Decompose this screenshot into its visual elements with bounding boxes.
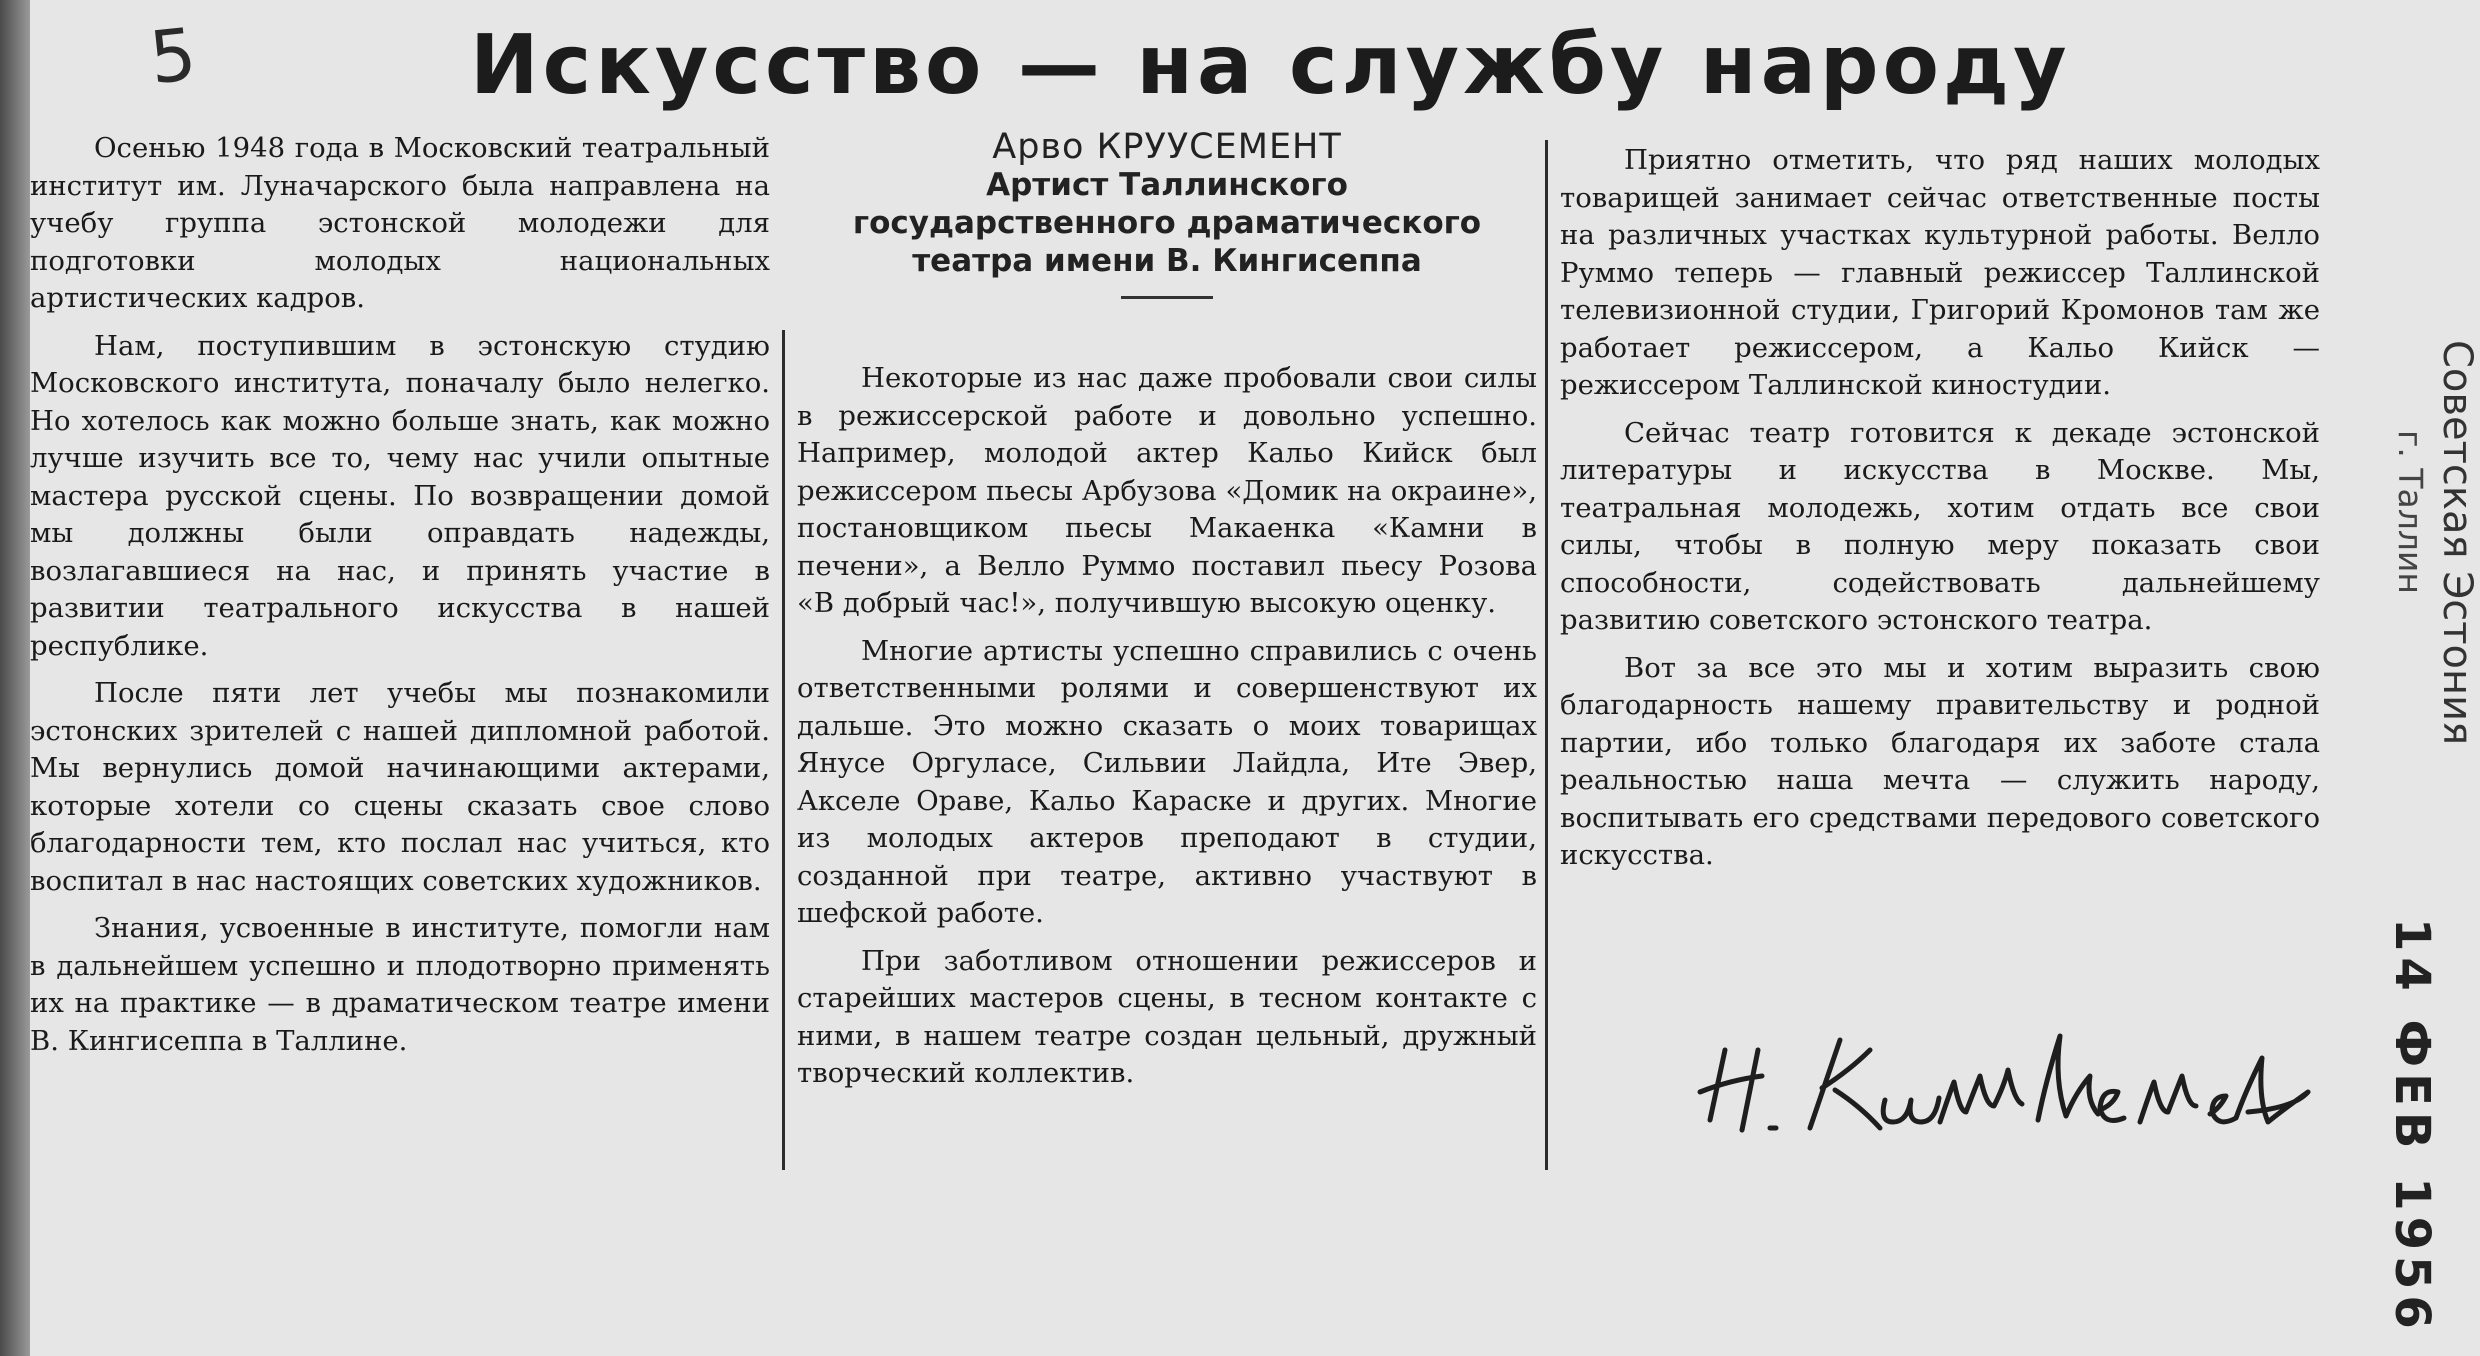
column1-paragraph: Осенью 1948 года в Московский театральный институт им. Луначарского была направлена на учебу группа эстонской молодежи для подготовки молодых национальных артистических кадров. [30, 132, 770, 314]
publication-city: г. Таллин [2391, 430, 2430, 594]
author-name: Арво КРУУСЕМЕНТ [992, 127, 1342, 167]
article-headline: Искусство — на службу народу [470, 18, 2071, 113]
author-title-line: Артист Таллинского [986, 167, 1348, 203]
byline-rule [1121, 296, 1213, 299]
column-divider [1545, 140, 1548, 1170]
author-byline [797, 128, 1537, 299]
column1-paragraph: Нам, поступившим в эстонскую студию Московского института, поначалу было нелегко. Но хотелось как можно больше знать, как можно лучше изучить все то, чему нас учили опытные мастера русской сцены. По возвращении домой мы должны были оправдать надежды, возлагавшиеся на нас, и принять участие в развитии театрального искусства в нашей республике. [30, 329, 770, 662]
publication-name: Советская Эстония [2434, 340, 2480, 746]
column2-paragraph: Многие артисты успешно справились с очень ответственными ролями и совершенствуют их дальше. Это можно сказать о моих товарищах Янусе Оргуласе, Сильвии Лайдла, Ите Эвер, Акселе Ораве, Кальо Караске и других. Многие из молодых актеров преподают в студии, созданной при театре, активно участвуют в шефской работе. [797, 634, 1537, 929]
handwritten-page-number: 5 [145, 11, 201, 101]
column3-paragraph: Сейчас театр готовится к декаде эстонской литературы и искусства в Москве. Мы, театральная молодежь, хотим отдать все свои силы, чтобы в полную меру показать свои способности, содействовать дальнейшему развитию советского эстонского театра. [1560, 416, 2320, 636]
column3-paragraph: Вот за все это мы и хотим выразить свою благодарность нашему правительству и родной партии, ибо только благодаря их заботе стала реальностью наша мечта — служить народу, воспитывать его средствами передового советского искусства. [1560, 651, 2320, 871]
date-stamp: 14 ФЕВ 1956 [2384, 918, 2440, 1335]
article-column-1 [30, 130, 770, 1060]
column3-paragraph: Приятно отметить, что ряд наших молодых товарищей занимает сейчас ответственные посты на различных участках культурной работы. Велло Руммо теперь — главный режиссер Таллинской телевизионной студии, Григорий Кромонов там же работает режиссером, а Кальо Кийск — режиссером Таллинской киностудии. [1560, 144, 2320, 401]
scan-background-edge [0, 0, 30, 1356]
author-title-line: театра имени В. Кингисеппа [912, 243, 1422, 279]
author-title-line: государственного драматического [852, 205, 1482, 241]
column2-paragraph: Некоторые из нас даже пробовали свои силы в режиссерской работе и довольно успешно. Например, молодой актер Кальо Кийск был режиссером пьесы Арбузова «Домик на окраине», постановщиком пьесы Макаенка «Камни в печени», а Велло Руммо поставил пьесу Розова «В добрый час!», получившую высокую оценку. [797, 362, 1537, 619]
handwritten-signature [1670, 1010, 2350, 1160]
article-column-2 [797, 360, 1537, 1093]
column1-paragraph: После пяти лет учебы мы познакомили эстонских зрителей с нашей дипломной работой. Мы вернулись домой начинающими актерами, которые хотели со сцены сказать свое слово благодарности тем, кто послал нас учиться, кто воспитал в нас настоящих советских художников. [30, 677, 770, 897]
article-column-3 [1560, 142, 2320, 875]
column1-paragraph: Знания, усвоенные в институте, помогли нам в дальнейшем успешно и плодотворно применять их на практике — в драматическом театре имени В. Кингисеппа в Таллине. [30, 912, 770, 1057]
newspaper-clipping [30, 0, 2480, 1356]
column2-paragraph: При заботливом отношении режиссеров и старейших мастеров сцены, в тесном контакте с ними, в нашем театре создан цельный, дружный творческий коллектив. [797, 944, 1537, 1089]
column-divider [782, 330, 785, 1170]
